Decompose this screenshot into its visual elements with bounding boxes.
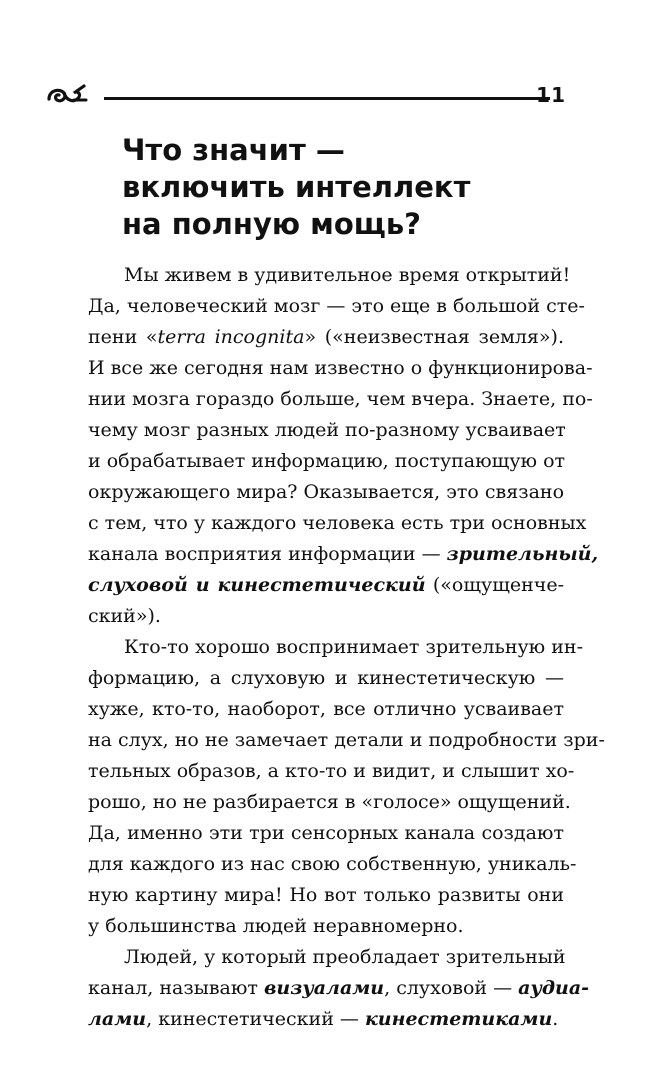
text-line bbox=[88, 973, 590, 1004]
text-run: хуже, кто-то, наоборот, все отлично усваивает bbox=[88, 698, 564, 720]
text-line bbox=[88, 818, 564, 849]
text-line bbox=[88, 570, 564, 601]
body-text bbox=[88, 260, 605, 1035]
text-line bbox=[88, 601, 564, 632]
paragraph bbox=[88, 942, 590, 1035]
text-line bbox=[88, 911, 564, 942]
title-line: включить интеллект bbox=[122, 170, 471, 204]
text-line bbox=[88, 663, 564, 694]
text-line bbox=[88, 756, 575, 787]
text-run: и обрабатывает информацию, поступающую от bbox=[88, 450, 566, 472]
emphasis-term: кинестетиками bbox=[364, 1008, 553, 1030]
text-run: канала восприятия информации — bbox=[88, 543, 447, 565]
text-run: Да, именно эти три сенсорных канала создают bbox=[88, 822, 564, 844]
text-line bbox=[88, 539, 599, 570]
emphasis-term: лами bbox=[88, 1008, 147, 1030]
text-line bbox=[88, 1004, 564, 1035]
text-run: , кинестетический — bbox=[146, 1008, 365, 1030]
text-run: ский»). bbox=[88, 605, 161, 627]
text-line bbox=[88, 353, 593, 384]
text-run: Людей, у который преобладает зрительный bbox=[124, 946, 566, 968]
text-run: ную картину мира! Но вот только развиты они bbox=[88, 884, 564, 906]
text-run: с тем, что у каждого человека есть три основных bbox=[88, 512, 587, 534]
text-line bbox=[88, 725, 605, 756]
header-rule bbox=[104, 97, 550, 100]
text-run: на слух, но не замечает детали и подробности зри- bbox=[88, 729, 605, 751]
title-line: Что значит — bbox=[122, 133, 345, 167]
text-line bbox=[88, 415, 564, 446]
text-run: («ощущенче- bbox=[425, 574, 564, 596]
text-run: пени « bbox=[88, 326, 158, 348]
text-run: Да, человеческий мозг — это еще в большой сте- bbox=[88, 295, 585, 317]
text-run: Кто-то хорошо воспринимает зрительную ин- bbox=[124, 636, 583, 658]
text-run: » («неизвестная земля»). bbox=[304, 326, 564, 348]
text-run: окружающего мира? Оказывается, это связано bbox=[88, 481, 565, 503]
emphasis-term: аудиа- bbox=[518, 977, 590, 999]
text-line bbox=[88, 849, 577, 880]
text-run: , слуховой — bbox=[384, 977, 519, 999]
title-line: на полную мощь? bbox=[122, 207, 421, 241]
text-line bbox=[88, 384, 593, 415]
text-line bbox=[88, 260, 571, 291]
text-run: Мы живем в удивительное время открытий! bbox=[124, 264, 571, 286]
text-line bbox=[88, 291, 585, 322]
text-run: формацию, а слуховую и кинестетическую — bbox=[88, 667, 564, 689]
emphasis-term: слуховой и кинестетический bbox=[88, 574, 426, 596]
text-line bbox=[88, 880, 564, 911]
text-run: рошо, но не разбирается в «голосе» ощущений. bbox=[88, 791, 571, 813]
text-run: канал, называют bbox=[88, 977, 264, 999]
italic-term: terra incognita bbox=[157, 326, 305, 348]
text-line bbox=[88, 508, 587, 539]
text-run: для каждого из нас свою собственную, уникаль- bbox=[88, 853, 577, 875]
text-line bbox=[88, 477, 564, 508]
emphasis-term: визуалами bbox=[263, 977, 385, 999]
text-run: тельных образов, а кто-то и видит, и слышит хо- bbox=[88, 760, 575, 782]
paragraph bbox=[88, 632, 605, 942]
text-run: нии мозга гораздо больше, чем вчера. Знаете, по- bbox=[88, 388, 593, 410]
text-line bbox=[88, 787, 571, 818]
text-line bbox=[88, 446, 564, 477]
text-run: И все же сегодня нам известно о функционирова- bbox=[88, 357, 593, 379]
paragraph bbox=[88, 260, 599, 632]
page-number: 11 bbox=[536, 83, 566, 107]
text-run: у большинства людей неравномерно. bbox=[88, 915, 464, 937]
text-run: . bbox=[552, 1008, 559, 1030]
text-line bbox=[88, 694, 564, 725]
chapter-title bbox=[122, 132, 542, 243]
text-line bbox=[88, 322, 564, 353]
text-line bbox=[88, 632, 583, 663]
emphasis-term: зрительный, bbox=[446, 543, 599, 565]
text-run: чему мозг разных людей по-разному усваивает bbox=[88, 419, 566, 441]
page-header bbox=[46, 82, 566, 114]
text-line bbox=[88, 942, 564, 973]
swirl-logo-icon bbox=[46, 82, 88, 110]
